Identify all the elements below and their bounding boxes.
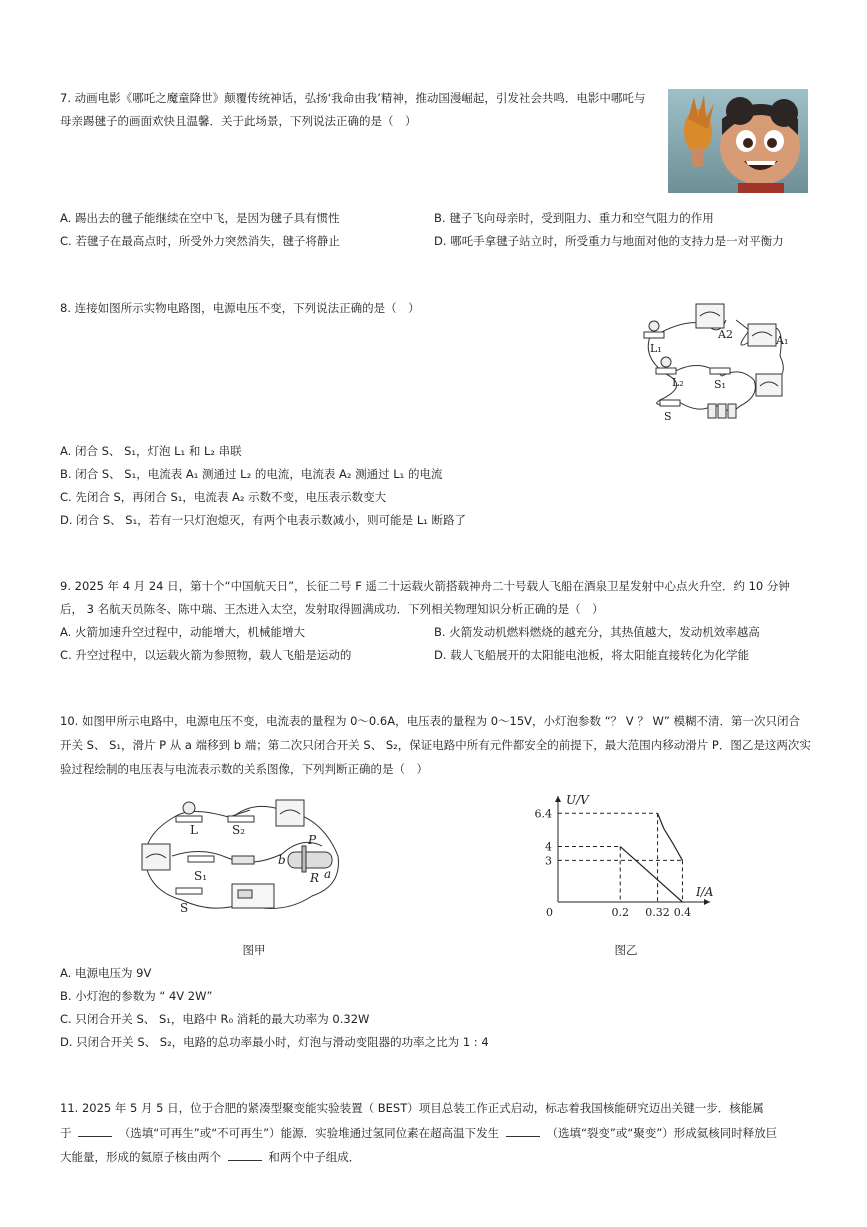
q11-line-2-text-a: 于 (60, 1126, 72, 1140)
q9-stem-line-2: 后， 3 名航天员陈冬、陈中瑞、王杰进入太空，发射取得圆满成功．下列相关物理知识分析正确的是（ ） (60, 602, 604, 616)
label-s: S (180, 901, 189, 915)
q10-option-b[interactable]: B. 小灯泡的参数为 “ 4V 2W” (60, 989, 213, 1003)
q8-option-a[interactable]: A. 闭合 S、 S₁，灯泡 L₁ 和 L₂ 串联 (60, 444, 242, 458)
label-l1: L₁ (650, 342, 662, 355)
q11-line-3-text-a: 大能量，形成的氦原子核由两个 (60, 1150, 221, 1164)
x-tick-label-2: 0.4 (673, 906, 692, 919)
q9-stem-line-1: 9. 2025 年 4 月 24 日，第十个“中国航天日”，长征二号 F 遥二十运载火箭搭载神舟二十号载人飞船在酒泉卫星发射中心点火升空．约 10 分钟 (60, 579, 790, 593)
label-s2: S₂ (232, 823, 246, 837)
q8-option-b[interactable]: B. 闭合 S、 S₁，电流表 A₁ 测通过 L₂ 的电流，电流表 A₂ 测通过 L₁ 的电流 (60, 467, 443, 481)
y-tick-label-0: 3 (545, 854, 552, 868)
q10-option-d[interactable]: D. 只闭合开关 S、 S₂，电路的总功率最小时，灯泡与滑动变阻器的功率之比为 1 : 4 (60, 1035, 489, 1049)
q11-blank-1[interactable] (78, 1124, 112, 1137)
label-a1: A₁ (776, 334, 789, 347)
q11-line-2-text-c: （选填“裂变”或“聚变”）形成氦核同时释放巨 (546, 1126, 778, 1140)
x-tick-label-0: 0.2 (611, 906, 629, 919)
q8-option-d[interactable]: D. 闭合 S、 S₁，若有一只灯泡熄灭，有两个电表示数减小，则可能是 L₁ 断路了 (60, 513, 467, 527)
q11-line-2-text-b: （选填“可再生”或“不可再生”）能源．实验堆通过氢同位素在超高温下发生 (118, 1126, 500, 1140)
q11-line-3 (60, 1148, 360, 1165)
q10-stem-line-3: 验过程绘制的电压表与电流表示数的关系图像，下列判断正确的是（ ） (60, 762, 428, 776)
q9-option-b[interactable]: B. 火箭发动机燃料燃烧的越充分，其热值越大，发动机效率越高 (434, 625, 760, 639)
x-tick-label-1: 0.32 (645, 906, 670, 919)
y-tick-label-2: 6.4 (534, 807, 552, 821)
q9-option-a[interactable]: A. 火箭加速升空过程中，动能增大，机械能增大 (60, 625, 305, 639)
q7-option-b[interactable]: B. 毽子飞向母亲时，受到阻力、重力和空气阻力的作用 (434, 211, 714, 225)
q11-line-3-text-b: 和两个中子组成． (268, 1150, 361, 1164)
q8-stem: 8. 连接如图所示实物电路图，电源电压不变，下列说法正确的是（ ） (60, 301, 420, 315)
y-axis-arrow (555, 796, 561, 802)
q10-option-c[interactable]: C. 只闭合开关 S、 S₁，电路中 R₀ 消耗的最大功率为 0.32W (60, 1012, 370, 1026)
q10-circuit-figure (132, 796, 350, 920)
y-axis-label: U/V (566, 793, 589, 807)
fig-a-caption: 图甲 (242, 943, 266, 957)
q10-ui-graph (528, 790, 718, 920)
q7-stem-line-2: 母亲踢毽子的画面欢快且温馨．关于此场景，下列说法正确的是（ ） (60, 114, 417, 128)
label-r: R (310, 871, 320, 885)
label-b: b (278, 853, 286, 867)
label-s1: S₁ (194, 869, 208, 883)
q9-option-d[interactable]: D. 载人飞船展开的太阳能电池板，将太阳能直接转化为化学能 (434, 648, 750, 662)
q11-blank-2[interactable] (506, 1124, 540, 1137)
x-axis-arrow (704, 899, 710, 905)
q10-option-a[interactable]: A. 电源电压为 9V (60, 966, 152, 980)
q7-stem-line-1: 7. 动画电影《哪吒之魔童降世》颠覆传统神话，弘扬‘我命由我’精神，推动国漫崛起，引发社会共鸣．电影中哪吒与 (60, 91, 646, 105)
label-a: a (324, 867, 332, 881)
fig-b-caption: 图乙 (614, 943, 638, 957)
q11-line-1: 11. 2025 年 5 月 5 日，位于合肥的紧凑型聚变能实验装置（ BEST）项目总装工作正式启动，标志着我国核能研究迈出关键一步．核能属 (60, 1101, 764, 1115)
q7-option-a[interactable]: A. 踢出去的毽子能继续在空中飞，是因为毽子具有惯性 (60, 211, 340, 225)
y-tick-label-1: 4 (545, 840, 552, 854)
x-axis-label: I/A (696, 885, 714, 899)
label-p: P (308, 833, 317, 847)
series-line-0 (620, 847, 682, 902)
q7-option-c[interactable]: C. 若毽子在最高点时，所受外力突然消失，毽子将静止 (60, 234, 340, 248)
q11-blank-3[interactable] (228, 1148, 262, 1161)
q10-stem-line-1: 10. 如图甲所示电路中，电源电压不变，电流表的量程为 0～0.6A，电压表的量程为 0～15V，小灯泡参数 “？ V ？ W” 模糊不清．第一次只闭合 (60, 714, 800, 728)
label-s1: S₁ (714, 378, 726, 391)
nezha-movie-image (668, 89, 808, 193)
q11-line-2 (60, 1124, 777, 1141)
label-s: S (664, 410, 672, 423)
q9-option-c[interactable]: C. 升空过程中，以运载火箭为参照物，载人飞船是运动的 (60, 648, 352, 662)
q8-circuit-figure (630, 296, 805, 426)
label-l: L (190, 823, 198, 837)
q7-option-d[interactable]: D. 哪吒手拿毽子站立时，所受重力与地面对他的支持力是一对平衡力 (434, 234, 784, 248)
origin-label: 0 (546, 906, 553, 919)
label-l2: L₂ (672, 376, 684, 389)
q8-option-c[interactable]: C. 先闭合 S，再闭合 S₁，电流表 A₂ 示数不变，电压表示数变大 (60, 490, 387, 504)
series-curve-1 (658, 813, 683, 860)
q10-stem-line-2: 开关 S、 S₁，滑片 P 从 a 端移到 b 端；第二次只闭合开关 S、 S₂，保证电路中所有元件都安全的前提下，最大范围内移动滑片 P．图乙是这两次实 (60, 738, 811, 752)
label-a2: A2 (718, 328, 733, 341)
